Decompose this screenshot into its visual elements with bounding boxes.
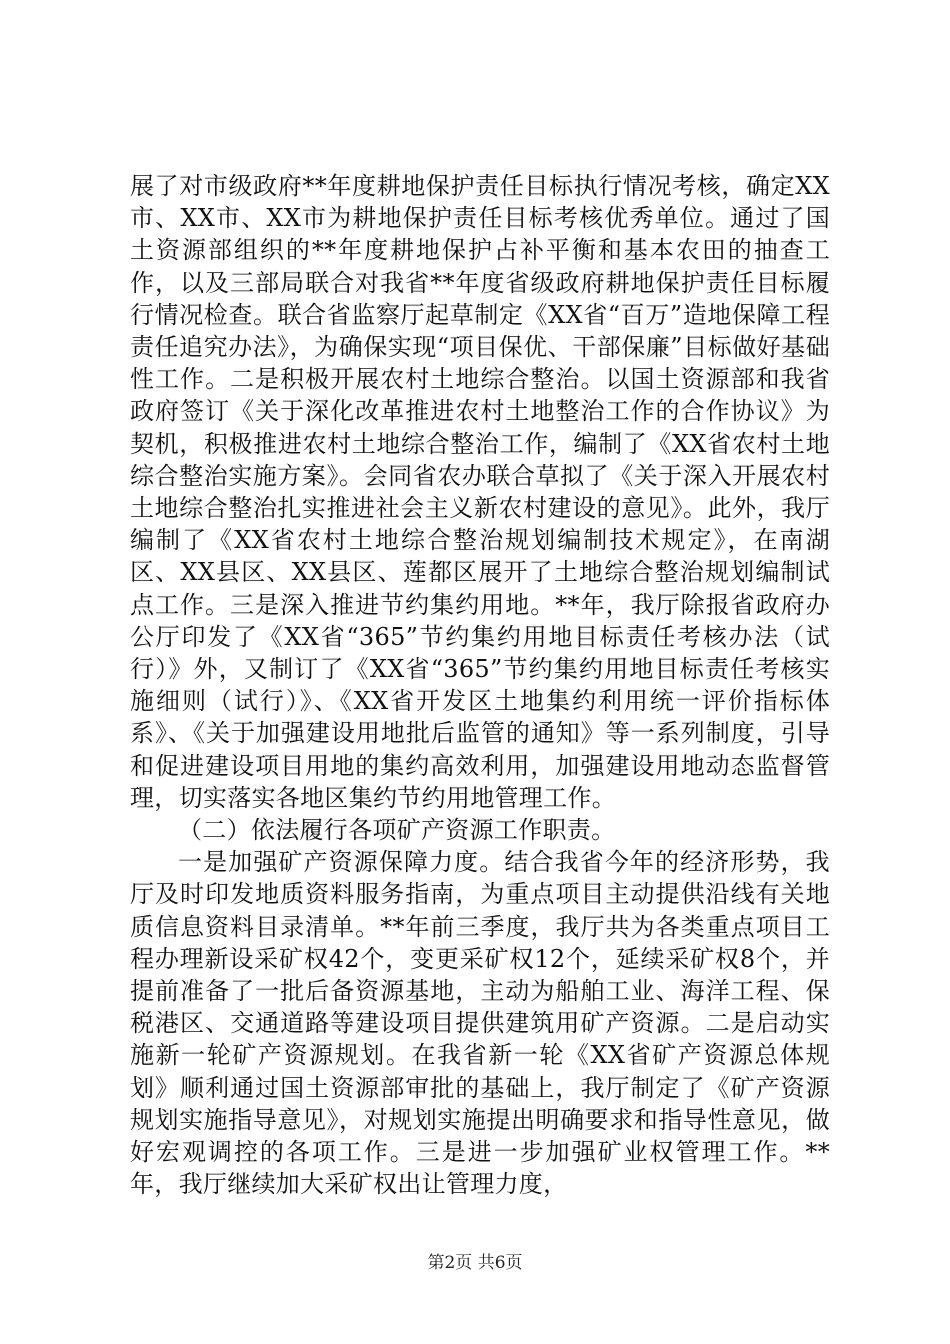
section-heading: （二）依法履行各项矿产资源工作职责。 (178, 816, 616, 845)
document-body (130, 170, 830, 1201)
paragraph: 一是加强矿产资源保障力度。结合我省今年的经济形势，我厅及时印发地质资料服务指南，为重点项目主动提供沿线有关地质信息资料目录清单。**年前三季度，我厅共为各类重点项目工程办理新设采矿权42个，变更采矿权12个，延续采矿权8个，并提前准备了一批后备资源基地，主动为船舶工业、海洋工程、保税港区、交通道路等建设项目提供建筑用矿产资源。二是启动实施新一轮矿产资源规划。在我省新一轮《XX省矿产资源总体规划》顺利通过国土资源部审批的基础上，我厅制定了《矿产资源规划实施指导意见》，对规划实施提出明确要求和指导性意见，做好宏观调控的各项工作。三是进一步加强矿业权管理工作。**年，我厅继续加大采矿权出让管理力度， (130, 848, 830, 1199)
page-footer: 第2页 共6页 (427, 1253, 523, 1273)
paragraph-continued: 展了对市级政府**年度耕地保护责任目标执行情况考核，确定XX市、XX市、XX市为耕地保护责任目标考核优秀单位。通过了国土资源部组织的**年度耕地保护占补平衡和基本农田的抽查工作，以及三部局联合对我省**年度省级政府耕地保护责任目标履行情况检查。联合省监察厅起草制定《XX省“百万”造地保障工程责任追究办法》，为确保实现“项目保优、干部保廉”目标做好基础性工作。二是积极开展农村土地综合整治。以国土资源部和我省政府签订《关于深化改革推进农村土地整治工作的合作协议》为契机，积极推进农村土地综合整治工作，编制了《XX省农村土地综合整治实施方案》。会同省农办联合草拟了《关于深入开展农村土地综合整治扎实推进社会主义新农村建设的意见》。此外，我厅编制了《XX省农村土地综合整治规划编制技术规定》，在南湖区、XX县区、XX县区、莲都区展开了土地综合整治规划编制试点工作。三是深入推进节约集约用地。**年，我厅除报省政府办公厅印发了《XX省“365”节约集约用地目标责任考核办法（试行）》外，又制订了《XX省“365”节约集约用地目标责任考核实施细则（试行）》、《XX省开发区土地集约利用统一评价指标体系》、《关于加强建设用地批后监管的通知》等一系列制度，引导和促进建设项目用地的集约高效利用，加强建设用地动态监督管理，切实落实各地区集约节约用地管理工作。 (130, 172, 830, 812)
